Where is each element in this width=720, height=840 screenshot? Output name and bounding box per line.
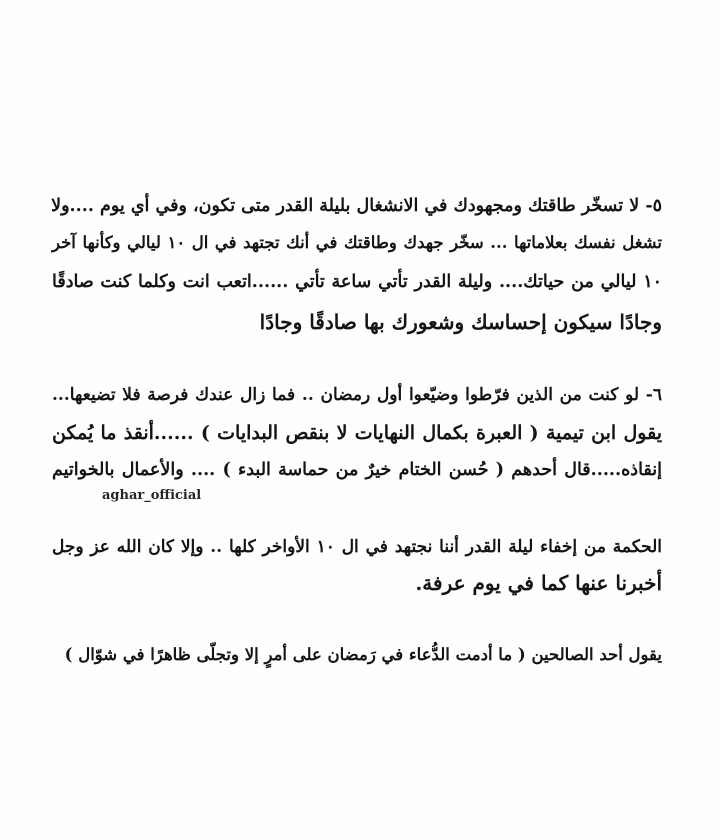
paragraph-6-line-1: ٦- لو كنت من الذين فرّطوا وضيّعوا أول رمضان .. فما زال عندك فرصة فلا تضيعها...	[52, 385, 662, 405]
paragraph-5-line-4: وجادًا سيكون إحساسك وشعورك بها صادقًا وجادًا	[259, 310, 662, 334]
paragraph-5-line-2: تشغل نفسك بعلاماتها ... سخّر جهدك وطاقتك في أنك تجتهد في ال ١٠ ليالي وكأنها آخر	[52, 233, 662, 252]
wisdom-line-2: أخبرنا عنها كما في يوم عرفة.	[415, 571, 662, 595]
wisdom-line-1: الحكمة من إخفاء ليلة القدر أننا نجتهد في ال ١٠ الأواخر كلها .. وإلا كان الله عز وجل	[52, 537, 662, 557]
saying-line: يقول أحد الصالحين ( ما أدمت الدُّعاء في رَمضان على أمرٍ إلا وتجلّى ظاهرًا في شوّال )	[64, 645, 662, 664]
paragraph-6-line-3: إنقاذه.....قال أحدهم ( حُسن الختام خيرٌ من حماسة البدء ) .... والأعمال بالخواتيم	[52, 460, 662, 480]
paragraph-6-line-2: يقول ابن تيمية ( العبرة بكمال النهايات لا بنقص البدايات ) ......أنقذ ما يُمكن	[52, 422, 662, 444]
paragraph-5-line-1: ٥- لا تسخّر طاقتك ومجهودك في الانشغال بليلة القدر متى تكون، وفي أي يوم ....ولا	[51, 196, 662, 216]
paragraph-5-line-3: ١٠ ليالي من حياتك.... وليلة القدر تأتي ساعة تأتي ......اتعب انت وكلما كنت صادقًا	[52, 272, 662, 292]
watermark-handle: aghar_official	[102, 488, 202, 503]
